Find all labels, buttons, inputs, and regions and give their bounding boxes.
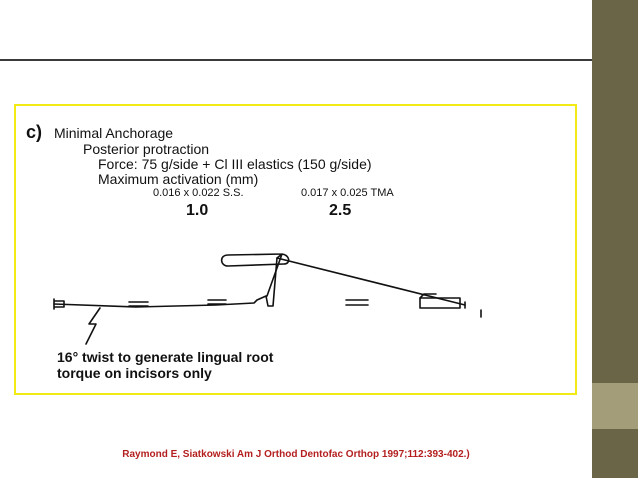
activation-tma-value: 2.5 [329, 202, 352, 219]
wire-terminal [465, 302, 481, 317]
figure-frame [14, 104, 577, 395]
activation-line: Maximum activation (mm) [98, 171, 259, 187]
protraction-line: Posterior protraction [83, 141, 210, 157]
citation: Raymond E, Siatkowski Am J Orthod Dentofac Orthop 1997;112:393-402.) [122, 449, 470, 460]
twist-note: 16° twist to generate lingual root torque on incisors only [57, 349, 274, 381]
top-divider [0, 59, 592, 61]
bracket-3 [346, 300, 368, 305]
material-tma-label: 0.017 x 0.025 TMA [301, 187, 394, 199]
activation-ss-value: 1.0 [186, 202, 209, 219]
protraction-loop [222, 254, 289, 296]
figure-heading: Minimal Anchorage [54, 125, 174, 141]
figure-label: c) [26, 122, 43, 142]
bracket-1 [129, 302, 148, 306]
sidebar-accent-block [592, 383, 638, 429]
material-ss-label: 0.016 x 0.022 S.S. [153, 187, 244, 199]
bracket-2 [208, 300, 226, 304]
twist-arrow [86, 308, 100, 344]
force-line: Force: 75 g/side + Cl III elastics (150 g/side) [98, 156, 372, 172]
